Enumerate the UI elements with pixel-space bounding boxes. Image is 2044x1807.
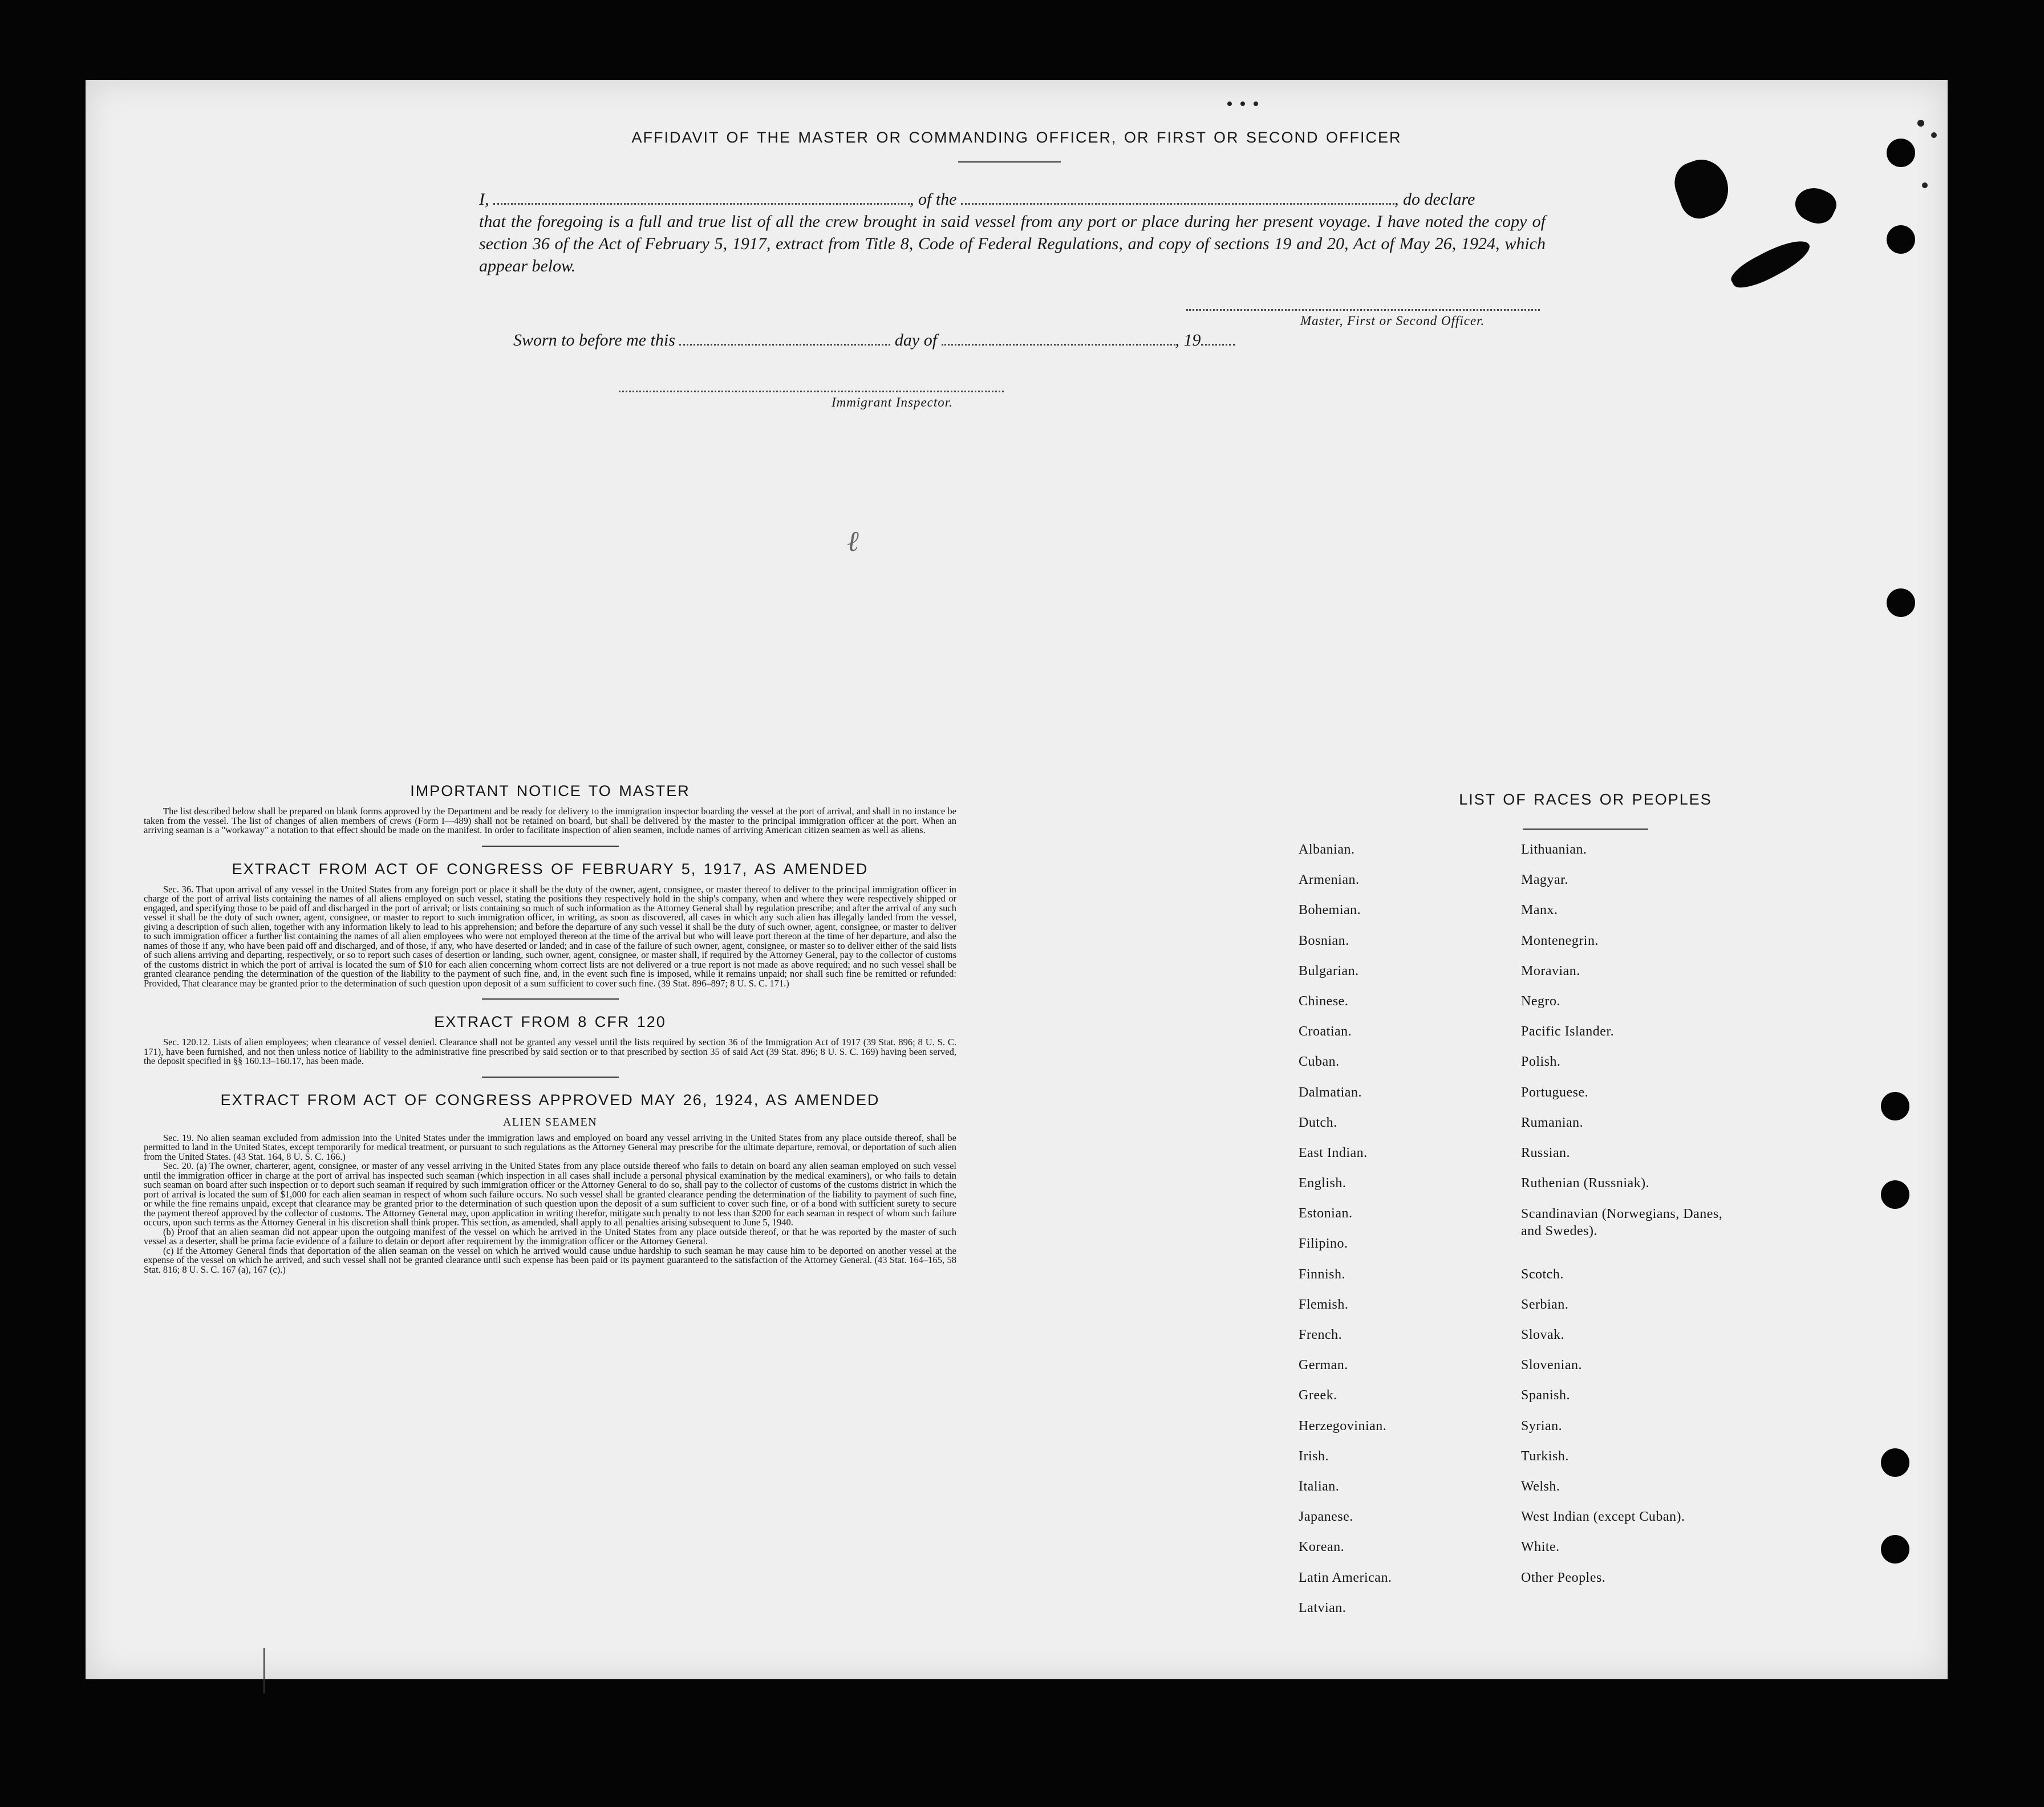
section-20a-text: Sec. 20. (a) The owner, charterer, agent, consignee, or master of any vessel arriving in the United States from any place outside thereof who fails to detain on board any alien seaman employed on such vessel until the immigration officer in charge at the port of arrival has inspected such seaman (which inspection in all cases shall include a personal physical examination by the medical examiners), or who fails to detain such seaman on board after such inspection or to deport such seaman if required by such immigration officer or the Attorney General to do so, shall pay to the collector of customs of the customs district in which the port of arrival is located the sum of $1,000 for each alien seaman in respect of whom such failure occurs. No such vessel shall be granted clearance pending the determination of the liability to payment of such fine, or while the fine remains unpaid, except that clearance may be granted prior to the determination of such question upon the deposit of a sum sufficient to cover such fine, or of a bond with sufficient surety to secure the payment thereof approved by the collector of customs. The Attorney General may, upon application in writing therefor, mitigate such penalty to not less than $200 for each seaman in respect of whom such failure occurs, upon such terms as the Attorney General in his discretion shall think proper. This section, as amended, shall apply to all penalties arising subsequent to June 5, 1940. — [144, 1160, 956, 1228]
notice-text: The list described below shall be prepared on blank forms approved by the Department and be ready for delivery to the immigration inspector boarding the vessel at the port of arrival, and shall in no instance be taken from the vessel. The list of changes of alien members of crews (Form I—489) shall not be retained on board, but shall be delivered by the master to the principal immigration officer at the port. When an arriving seaman is a "workaway" a notation to that effect should be made on the manifest. In order to facilitate inspection of alien seamen, include names of arriving American citizen seamen as well as aliens. — [144, 806, 956, 835]
race-item: German. — [1299, 1358, 1348, 1373]
binder-hole — [1881, 1180, 1909, 1209]
race-item: Dalmatian. — [1299, 1085, 1362, 1100]
divider — [482, 846, 619, 847]
binder-hole — [1881, 1448, 1909, 1477]
extract-cfr-text: Sec. 120.12. Lists of alien employees; when clearance of vessel denied. Clearance shall not be granted any vessel until the lists required by section 36 of the Immigration Act of 1917 (39 Stat. 896; 8 U. S. C. 171), have been furnished, and not then unless notice of liability to the administrative fine prescribed by said section or to that prescribed by section 35 of said Act (39 Stat. 896; 8 U. S. C. 169) having been served, the deposit specified in §§ 160.13–160.17, has been made. — [144, 1037, 956, 1066]
master-signature-line — [1186, 309, 1540, 311]
race-item: Flemish. — [1299, 1297, 1349, 1312]
sworn-label: Sworn to before me this — [513, 331, 675, 350]
race-item: Bohemian. — [1299, 903, 1361, 918]
race-item: Manx. — [1521, 903, 1558, 918]
race-item: Croatian. — [1299, 1024, 1352, 1039]
race-item: Other Peoples. — [1521, 1570, 1606, 1585]
race-item: Bosnian. — [1299, 933, 1349, 948]
race-item: French. — [1299, 1327, 1343, 1342]
race-item: White. — [1521, 1540, 1560, 1555]
race-item: Filipino. — [1299, 1236, 1348, 1252]
race-item: Rumanian. — [1521, 1115, 1584, 1130]
name-blank — [493, 203, 910, 205]
race-item: Scotch. — [1521, 1266, 1564, 1282]
notices-column — [144, 782, 956, 1274]
race-item: Lithuanian. — [1521, 842, 1587, 857]
alien-seamen-subtitle: ALIEN SEAMEN — [502, 1115, 598, 1128]
races-left-column — [1299, 842, 1538, 1630]
affidavit-declaration — [479, 188, 1546, 277]
race-item: Welsh. — [1521, 1479, 1560, 1494]
races-rule — [1523, 829, 1648, 830]
race-item: Bulgarian. — [1299, 963, 1359, 978]
race-item: Portuguese. — [1521, 1085, 1589, 1100]
affidavit-title: AFFIDAVIT OF THE MASTER OR COMMANDING OFFICER, OR FIRST OR SECOND OFFICER — [631, 129, 1402, 146]
binder-hole — [1881, 1535, 1909, 1564]
extract-1917-title: EXTRACT FROM ACT OF CONGRESS OF FEBRUARY 5, 1917, AS AMENDED — [232, 860, 869, 878]
sworn-line — [513, 331, 1235, 350]
inspector-caption: Immigrant Inspector. — [832, 395, 953, 409]
section-19-text: Sec. 19. No alien seaman excluded from admission into the United States under the immigration laws and employed on board any vessel arriving in the United States from any place outside thereof, shall be permitted to land in the United States, except temporarily for medical treatment, or pursuant to such regulations as the Attorney General may prescribe for the ultimate departure, removal, or deportation of such alien from the United States. (43 Stat. 164, 8 U. S. C. 166.) — [144, 1132, 956, 1162]
race-item: East Indian. — [1299, 1145, 1368, 1160]
divider — [482, 1077, 619, 1078]
ink-blot — [1669, 153, 1737, 224]
affidavit-of-the: , of the — [910, 190, 957, 209]
race-item: Polish. — [1521, 1054, 1561, 1070]
binder-hole — [1887, 139, 1915, 167]
binder-hole — [1887, 588, 1915, 617]
race-item: Pacific Islander. — [1521, 1024, 1615, 1039]
affidavit-i: I, — [479, 190, 489, 209]
extract-cfr-title: EXTRACT FROM 8 CFR 120 — [434, 1013, 666, 1030]
extract-1917-text: Sec. 36. That upon arrival of any vessel in the United States from any foreign port or place it shall be the duty of the owner, agent, consignee, or master thereof to deliver to the principal immigration officer in charge of the port of arrival lists containing the names of all aliens employed on such vessel, stating the positions they respectively hold in the ship's company, when and where they were respectively shipped or engaged, and specifying those to be paid off and discharged in the port of arrival; or lists containing so much of such information as the Attorney General shall by regulation prescribe; and after the arrival of any such vessel it shall be the duty of such owner, agent, consignee, or master to report to such immigration officer, in writing, as soon as discovered, all cases in which any such alien has illegally landed from the vessel, giving a description of such alien, together with any information likely to lead to his apprehension; and before the departure of any such vessel it shall be the duty of such owner, agent, consignee, or master to deliver to such immigration officer a further list containing the names of all alien employees who were not employed thereon at the time of the arrival but who will leave port thereon at the time of her departure, and also the names of those if any, who have been paid off and discharged, and of those, if any, who have deserted or landed; and in case of the failure of such owner, agent, consignee, or master so to deliver either of the said lists of such aliens arriving and departing, respectively, or so to report such cases of desertion or landing, such owner, agent, consignee, or master shall, if required by the Attorney General, pay to the collector of customs of the customs district in which the port of arrival is located the sum of $10 for each alien concerning whom correct lists are not delivered or a true report is not made as above required; and no such vessel shall be granted clearance pending the determination of the question of the liability to the payment of such fine, and, in the event such fine is imposed, while it remains unpaid; nor shall such fine be remitted or refunded: Provided, That clearance may be granted prior to the determination of such question upon deposit of a sum sufficient to cover such fine. (39 Stat. 896–897; 8 U. S. C. 171.) — [144, 883, 956, 989]
race-item: Irish. — [1299, 1448, 1329, 1464]
race-item: Armenian. — [1299, 872, 1360, 888]
race-item: Latvian. — [1299, 1600, 1347, 1615]
race-item: Scandinavian (Norwegians, Danes, and Swedes). — [1521, 1207, 1723, 1239]
day-of-label: day of — [894, 331, 938, 350]
race-item: Spanish. — [1521, 1388, 1571, 1403]
speck — [1917, 120, 1924, 127]
races-right-column — [1521, 842, 1840, 1600]
race-item: Korean. — [1299, 1540, 1345, 1555]
speck — [1931, 132, 1937, 138]
race-item: Syrian. — [1521, 1418, 1563, 1434]
ink-blot — [1727, 232, 1815, 295]
race-item: Montenegrin. — [1521, 933, 1599, 948]
day-blank — [679, 344, 890, 346]
binder-hole — [1881, 1092, 1909, 1120]
race-item: Magyar. — [1521, 872, 1568, 888]
section-20b-text: (b) Proof that an alien seaman did not appear upon the outgoing manifest of the vessel on which he arrived in the United States from any place outside thereof, or that he was reported by the master of such vessel as a deserter, shall be prima facie evidence of a failure to detain or deport after requirement by the immigration officer or the Attorney General. — [144, 1226, 956, 1246]
document-page — [86, 80, 1948, 1679]
divider — [482, 998, 619, 1000]
affidavit-do-declare: , do declare — [1394, 190, 1475, 209]
race-item: Serbian. — [1521, 1297, 1569, 1312]
race-item: Herzegovinian. — [1299, 1418, 1387, 1434]
race-item: Turkish. — [1521, 1448, 1569, 1464]
extract-1924-title: EXTRACT FROM ACT OF CONGRESS APPROVED MAY 26, 1924, AS AMENDED — [220, 1091, 880, 1108]
master-caption: Master, First or Second Officer. — [1300, 314, 1485, 328]
vessel-blank — [961, 203, 1394, 205]
race-item: West Indian (except Cuban). — [1521, 1509, 1685, 1525]
race-item: Dutch. — [1299, 1115, 1337, 1130]
ink-blot — [1790, 181, 1841, 229]
race-item: Chinese. — [1299, 993, 1349, 1009]
speck — [1240, 101, 1245, 106]
race-item: Greek. — [1299, 1388, 1337, 1403]
race-item: Slovenian. — [1521, 1358, 1582, 1373]
speck — [1227, 101, 1232, 106]
race-item: Moravian. — [1521, 963, 1580, 978]
affidavit-body: that the foregoing is a full and true list of all the crew brought in said vessel from any port or place during her present voyage. I have noted the copy of section 36 of the Act of February 5, 1917, extract from Title 8, Code of Federal Regulations, and copy of sections 19 and 20, Act of May 26, 1924, which appear below. — [479, 212, 1546, 275]
year-prefix: , 19 — [1175, 331, 1201, 350]
binder-hole — [1887, 225, 1915, 254]
speck — [1254, 101, 1258, 106]
pencil-mark: ℓ — [847, 525, 859, 557]
inspector-signature-line — [619, 391, 1004, 392]
year-blank — [1201, 344, 1235, 346]
race-item: Japanese. — [1299, 1509, 1353, 1525]
race-item: Slovak. — [1521, 1327, 1565, 1343]
section-20c-text: (c) If the Attorney General finds that deportation of the alien seaman on the vessel on which he arrived would cause undue hardship to such seaman he may cause him to be deported on another vessel at the expense of the vessel on which he arrived, and such vessel shall not be granted clearance until such expense has been paid or its payment guaranteed to the satisfaction of the Attorney General. (43 Stat. 164–165, 58 Stat. 816; 8 U. S. C. 167 (a), 167 (c).) — [144, 1245, 956, 1275]
notice-title: IMPORTANT NOTICE TO MASTER — [410, 782, 690, 799]
race-item: English. — [1299, 1176, 1347, 1191]
race-item: Italian. — [1299, 1479, 1340, 1494]
race-item: Cuban. — [1299, 1054, 1340, 1070]
race-item: Ruthenian (Russniak). — [1521, 1176, 1650, 1191]
film-line — [263, 1648, 265, 1694]
race-item: Latin American. — [1299, 1570, 1392, 1585]
race-item: Albanian. — [1299, 842, 1355, 857]
race-item: Estonian. — [1299, 1206, 1353, 1221]
race-item: Russian. — [1521, 1145, 1571, 1160]
month-blank — [942, 344, 1175, 346]
races-title: LIST OF RACES OR PEOPLES — [1459, 791, 1712, 808]
title-rule — [958, 161, 1061, 163]
race-item: Finnish. — [1299, 1266, 1346, 1282]
speck — [1922, 182, 1928, 188]
race-item: Negro. — [1521, 993, 1560, 1009]
